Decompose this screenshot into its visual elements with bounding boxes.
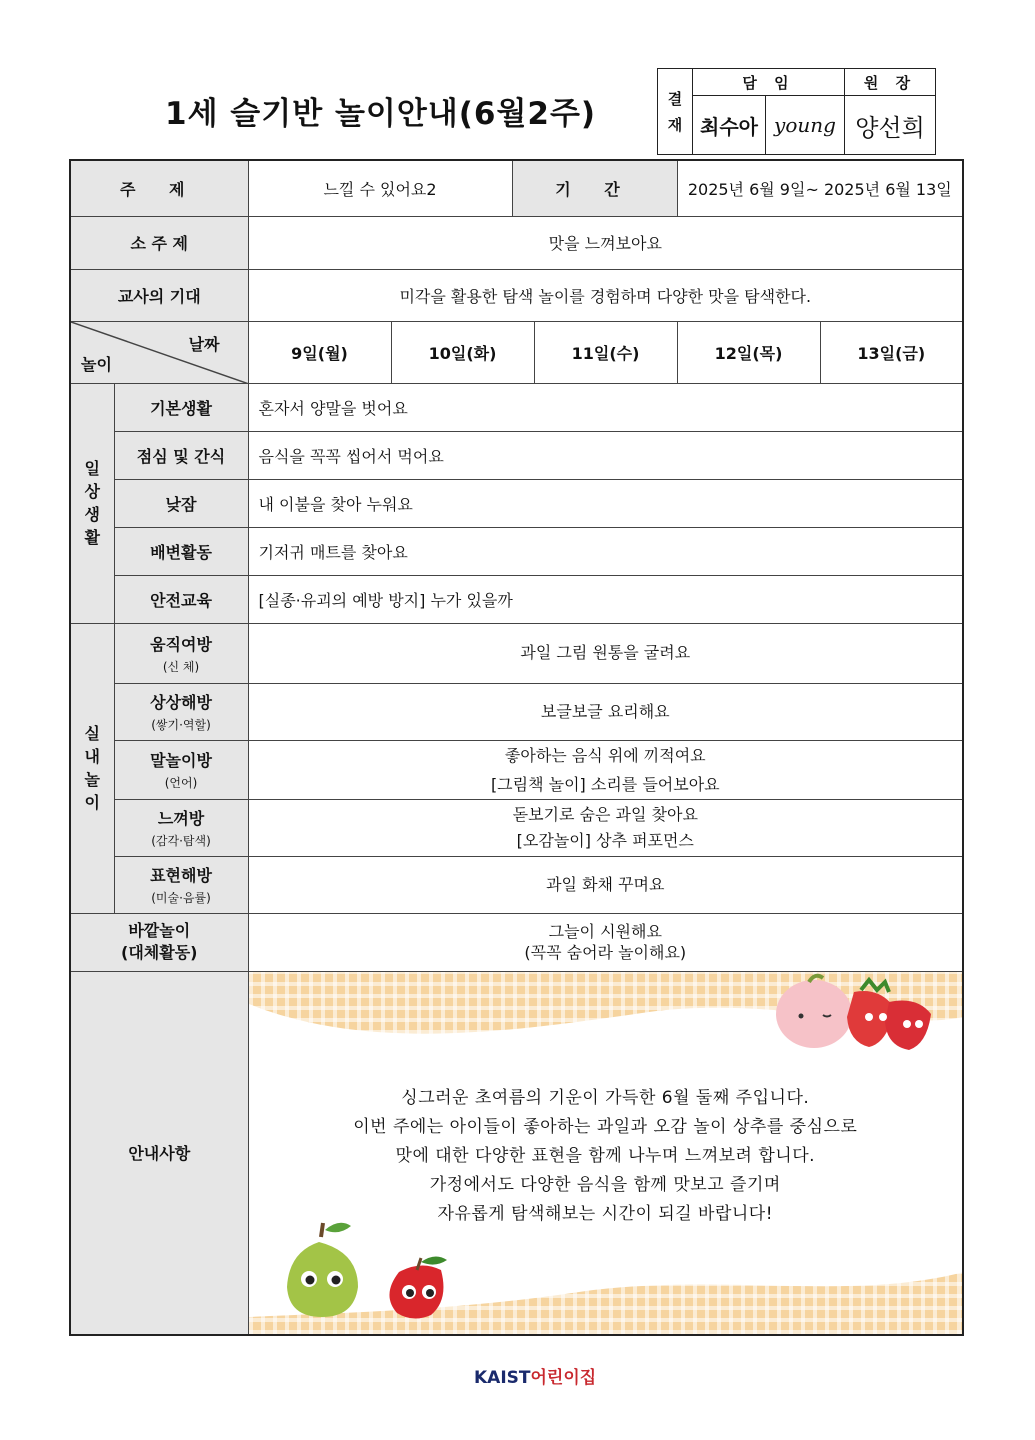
daily-life-row-content: 음식을 꼭꼭 씹어서 먹어요 — [248, 431, 963, 479]
daily-life-row-content: 기저귀 매트를 찾아요 — [248, 527, 963, 575]
approval-box — [657, 68, 936, 155]
theme-label: 주 제 — [70, 160, 248, 216]
day-header-fri: 13일(금) — [820, 321, 963, 383]
daily-life-row-label: 점심 및 간식 — [114, 431, 248, 479]
director-header: 원 장 — [845, 69, 936, 96]
theme-value: 느낄 수 있어요2 — [248, 160, 512, 216]
subtheme-label: 소 주 제 — [70, 216, 248, 269]
day-header-tue: 10일(화) — [391, 321, 534, 383]
subtheme-value: 맛을 느껴보아요 — [248, 216, 963, 269]
daily-life-row-content: 내 이불을 찾아 누워요 — [248, 479, 963, 527]
daily-life-group-label: 일상생활 — [70, 383, 114, 623]
daily-life-row-label: 기본생활 — [114, 383, 248, 431]
teacher-name: 최수아 — [693, 96, 766, 155]
date-play-header — [70, 321, 248, 383]
homeroom-header: 담 임 — [693, 69, 845, 96]
date-label: 날짜 — [188, 334, 220, 354]
day-header-mon: 9일(월) — [248, 321, 391, 383]
daily-life-row-label: 배변활동 — [114, 527, 248, 575]
teacher-signature: young — [766, 96, 845, 155]
period-value: 2025년 6월 9일~ 2025년 6월 13일 — [677, 160, 963, 216]
indoor-play-row-label: 움직여방 (신 체) — [114, 623, 248, 683]
indoor-play-row-label: 상상해방 (쌓기·역할) — [114, 683, 248, 740]
play-label: 놀이 — [81, 354, 112, 374]
indoor-play-row-label: 느껴방 (감각·탐색) — [114, 799, 248, 856]
daily-life-row-content: [실종·유괴의 예방 방지] 누가 있을까 — [248, 575, 963, 623]
indoor-play-row-content: 좋아하는 음식 위에 끼적여요 [그림책 놀이] 소리를 들어보아요 — [248, 740, 963, 799]
day-header-thu: 12일(목) — [677, 321, 820, 383]
daily-life-row-label: 낮잠 — [114, 479, 248, 527]
outdoor-content: 그늘이 시원해요 (꼭꼭 숨어라 놀이해요) — [248, 913, 963, 971]
indoor-play-row-content: 보글보글 요리해요 — [248, 683, 963, 740]
indoor-play-row-label: 말놀이방 (언어) — [114, 740, 248, 799]
indoor-play-row-content: 과일 화채 꾸며요 — [248, 856, 963, 913]
daily-life-row-content: 혼자서 양말을 벗어요 — [248, 383, 963, 431]
notice-text: 싱그러운 초여름의 기운이 가득한 6월 둘째 주입니다. 이번 주에는 아이들이 좋아하는 과일과 오감 놀이 상추를 중심으로 맛에 대한 다양한 표현을 함께 나누며 느껴보려 합니다. 가정에서도 다양한 음식을 함께 맛보고 즐기며 자유롭게 탐색해보는 시간이 되길 바랍니다! — [353, 1087, 858, 1224]
indoor-play-row-content: 과일 그림 원통을 굴려요 — [248, 623, 963, 683]
page-title: 1세 슬기반 놀이안내(6월2주) — [165, 96, 597, 132]
expectation-value: 미각을 활용한 탐색 놀이를 경험하며 다양한 맛을 탐색한다. — [248, 269, 963, 321]
indoor-play-group-label: 실내놀이 — [70, 623, 114, 913]
notice-panel — [248, 971, 963, 1335]
weekly-plan-table — [69, 159, 964, 1336]
indoor-play-row-content: 돋보기로 숨은 과일 찾아요 [오감놀이] 상추 퍼포먼스 — [248, 799, 963, 856]
indoor-play-row-label: 표현해방 (미술·음률) — [114, 856, 248, 913]
approval-side-label: 결 재 — [658, 69, 693, 155]
period-label: 기 간 — [512, 160, 677, 216]
outdoor-label: 바깥놀이 (대체활동) — [70, 913, 248, 971]
notice-label: 안내사항 — [70, 971, 248, 1335]
day-header-wed: 11일(수) — [534, 321, 677, 383]
expectation-label: 교사의 기대 — [70, 269, 248, 321]
peach-icon — [776, 975, 852, 1047]
kaist-kindergarten-logo: KAIST어린이집 — [474, 1368, 597, 1388]
director-signature: 양선희 — [845, 96, 936, 155]
daily-life-row-label: 안전교육 — [114, 575, 248, 623]
